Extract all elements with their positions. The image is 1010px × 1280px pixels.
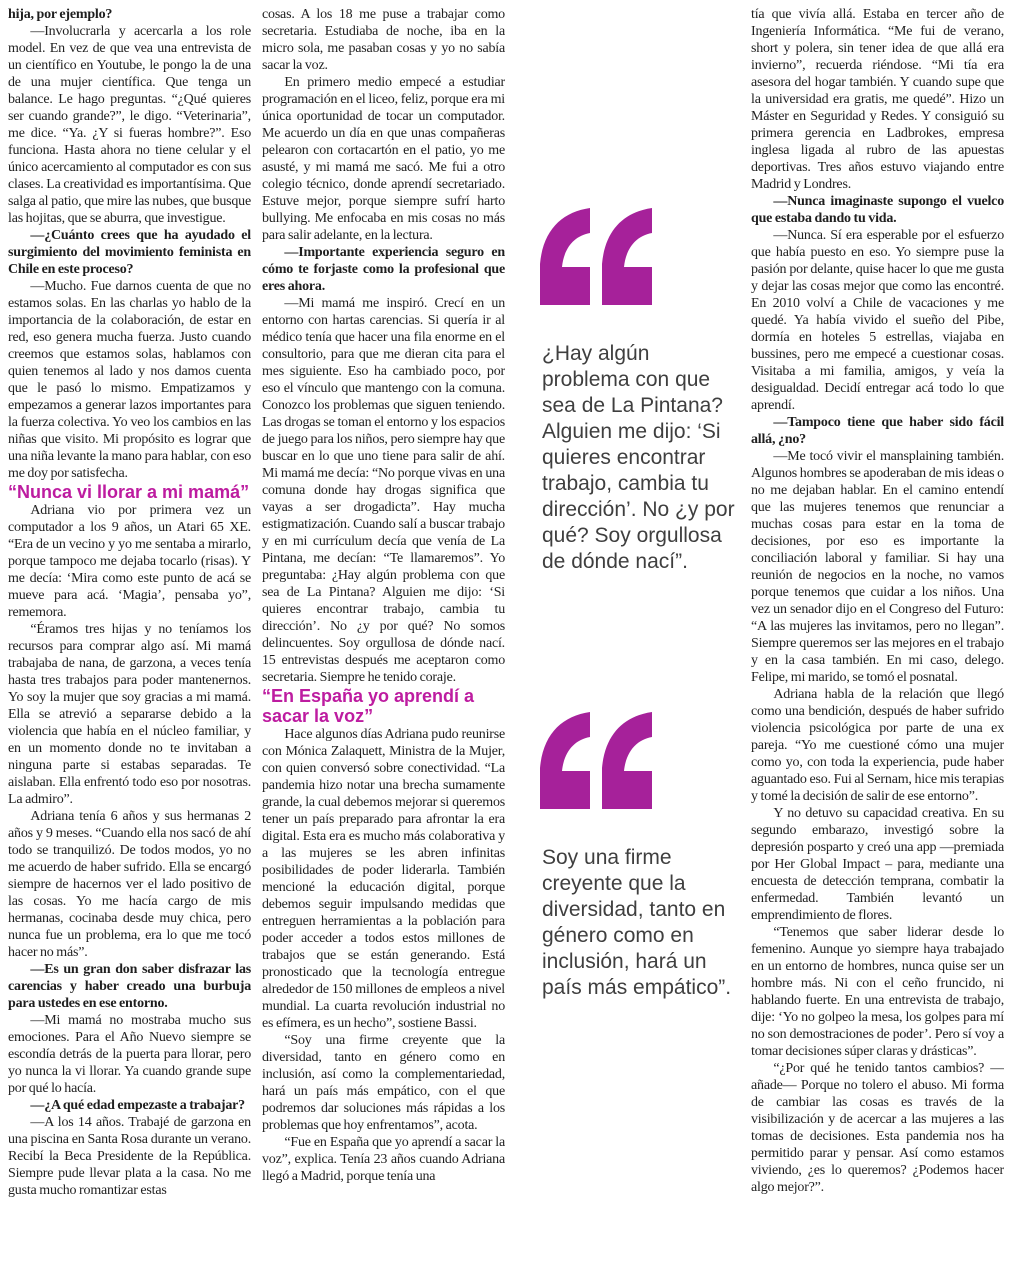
pull-quote-text: Soy una firme creyente que la diversidad, tanto en género como en inclusión, hará un país más empático”. xyxy=(542,846,732,999)
body-paragraph: “Éramos tres hijas y no teníamos los recursos para comprar algo así. Mi mamá trabajaba de nana, de garzona, a veces tenía hasta tres trabajos para poder mantenernos. Yo soy la mujer que soy gracias a mi mamá. Ella se atrevió a separarse debido a la violencia que había en el núcleo familiar, y en un momento donde no te invitaban a ninguna parte si estabas separadas. Te aislaban. Ella enfrentó todo eso por nosotras. La admiro”. xyxy=(8,622,251,807)
section-heading: “Nunca vi llorar a mi mamá” xyxy=(8,482,250,502)
body-paragraph: “¿Por qué he tenido tantos cambios? —añade— Porque no tolero el abuso. Mi forma de cambiar las cosas es través de la visibilización y de acercar a las mujeres a las tomas de decisiones. Esta pandemia nos ha permitido parar y pensar. Así como estamos viviendo, ¿es lo queremos? ¿Podemos hacer algo mejor?”. xyxy=(751,1061,1004,1195)
section-heading: “En España yo aprendí a sacar la voz” xyxy=(262,686,475,726)
continued-paragraph: cosas. A los 18 me puse a trabajar como secretaria. Estudiaba de noche, iba en la micro sola, me pasaban cosas y yo no sabía sacar la voz. xyxy=(262,7,505,73)
body-paragraph: Adriana vio por primera vez un computador a los 9 años, un Atari 65 XE. “Era de un vecino y yo me sentaba a mirarlo, porque tampoco me dejaba tocarlo (risas). Y me decía: ‘Mira como este punto de acá se mueve para acá. ‘Magia’, pensaba yo”, rememora. xyxy=(8,503,251,620)
body-paragraph: —Mi mamá no mostraba mucho sus emociones. Para el Año Nuevo siempre se escondía detrás de la puerta para llorar, pero yo nunca la vi llorar. Ya cuando grande supe por qué lo hacía. xyxy=(8,1013,251,1096)
continued-paragraph: tía que vivía allá. Estaba en tercer año de Ingeniería Informática. “Me fui de verano, short y polera, sin tener idea de que allá era invierno”, recuerda riéndose. “Mi tía era asesora del hogar también. Y cuando supe que la universidad era gratis, me quedé”. Hizo un Máster en Seguridad y Redes. Y consiguió su primera gerencia en Ladbrokes, empresa inglesa ligada al rubro de las apuestas deportivas. Tres años estuvo viajando entre Madrid y Londres. xyxy=(751,7,1004,192)
pull-quote-1 xyxy=(540,208,742,575)
body-paragraph: En primero medio empecé a estudiar programación en el liceo, feliz, porque era mi única oportunidad de tocar un computador. Me acuerdo un día en que unas compañeras pelearon con cortacartón en el patio, yo me asusté, y mi mamá me sacó. Me fui a otro colegio técnico, donde aprendí secretariado. Estuve mejor, porque siempre sufrí harto bullying. Me enfocaba en mis cosas no más para salir adelante, en la lectura. xyxy=(262,75,505,243)
body-paragraph: “Tenemos que saber liderar desde lo femenino. Aunque yo siempre haya trabajado en un entorno de hombres, nunca quise ser un hombre más. Ni con el ceño fruncido, ni hablando fuerte. En una entrevista de trabajo, dije: ‘Yo no golpeo la mesa, los golpes para mí no son demostraciones de poder’. Pero sí voy a tomar decisiones súper claras y drásticas”. xyxy=(751,925,1004,1059)
lead-in-text: hija, por ejemplo? xyxy=(8,7,113,22)
interview-question: —Nunca imaginaste supongo el vuelco que estaba dando tu vida. xyxy=(751,194,1004,226)
body-paragraph: —Mi mamá me inspiró. Crecí en un entorno con hartas carencias. Si quería ir al médico tenía que hacer una fila enorme en el consultorio, para que me dieran cita para el mes siguiente. Eso ha cambiado poco, por eso el vínculo que mantengo con la comuna. Conozco los problemas que siguen teniendo. Las drogas se toman el entorno y los espacios de juego para los niños, pero siempre hay que buscar en lo que uno tiene para salir de ahí. Mi mamá me decía: “No porque vivas en una comuna donde hay drogas significa que vayas a ser drogadicta”. Hay mucha estigmatización. Cuando salí a buscar trabajo y en mi currículum decía que venía de La Pintana, me decían: “Te llamaremos”. Yo preguntaba: ¿Hay algún problema con que sea de La Pintana? Alguien me dijo: ‘Si quieres encontrar trabajo, cambia tu dirección’. No ¿y por qué? No somos delincuentes. Soy orgullosa de dónde nací. 15 entrevistas después me aceptaron como secretaria. Siempre he tenido coraje. xyxy=(262,296,505,685)
interview-question: —¿Cuánto crees que ha ayudado el surgimiento del movimiento feminista en Chile en este proceso? xyxy=(8,228,251,277)
interview-question: —Importante experiencia seguro en cómo te forjaste como la profesional que eres ahora. xyxy=(262,245,505,294)
quote-marks-icon xyxy=(540,208,654,305)
pull-quote-text: ¿Hay algún problema con que sea de La Pintana? Alguien me dijo: ‘Si quieres encontrar trabajo, cambia tu dirección’. No ¿y por qué? Soy orgullosa de dónde nací”. xyxy=(542,342,735,573)
body-paragraph: —Mucho. Fue darnos cuenta de que no estamos solas. En las charlas yo hablo de la importancia de la colaboración, de estar en red, eso genera mucha fuerza. Justo cuando creemos que estamos solas, hablamos con quien tenemos al lado y nos damos cuenta que le pasó lo mismo. Empatizamos y empezamos a generar lazos importantes para la fuerza colectiva. Yo veo los cambios en las niñas que visito. Mi propósito es lograr que una niña levante la mano para hablar, con eso me doy por satisfecha. xyxy=(8,279,251,481)
interview-question: —¿A qué edad empezaste a trabajar? xyxy=(30,1098,245,1113)
body-paragraph: —A los 14 años. Trabajé de garzona en una piscina en Santa Rosa durante un verano. Recibí la Beca Presidente de la República. Siempre pude llevar plata a la casa. No me gusta mucho romantizar estas xyxy=(8,1115,251,1198)
article-column-2 xyxy=(262,6,505,1274)
body-paragraph: “Soy una firme creyente que la diversidad, tanto en género como en inclusión, así como la complementariedad, hará un país más empático, con el que podremos dar soluciones más rápidas a los problemas que hoy enfrentamos”, acota. xyxy=(262,1033,505,1133)
body-paragraph: —Me tocó vivir el mansplaining también. Algunos hombres se apoderaban de mis ideas o no me dejaban hablar. En el camino entendí que las mujeres tenemos que renunciar a muchas cosas para estar en la toma de decisiones, por eso es importante la conciliación laboral y familiar. Si hay una reunión de negocios en la noche, no vamos porque tenemos que cuidar a los niños. Una vez un senador dijo en el Congreso del Futuro: “A las mujeres las invitamos, pero no llegan”. Siempre queremos ser las mejores en el trabajo y en la casa también. En mi caso, delego. Felipe, mi marido, se tomó el posnatal. xyxy=(751,449,1004,685)
body-paragraph: —Involucrarla y acercarla a los role model. En vez de que vea una entrevista de un científico en Youtube, le pongo la de una de una mujer científica. Que tenga un balance. Le hago preguntas. “¿Qué quieres ser cuando grande?”, le digo. “Veterinaria”, me dice. “Ya. ¿Y si fueras hombre?”. Eso funciona. Hasta ahora no tiene celular y el único acercamiento al computador es con sus clases. La creatividad es importantísima. Que salga al patio, que mire las nubes, que busque las hojitas, que se aburra, que investigue. xyxy=(8,24,251,226)
body-paragraph: Adriana habla de la relación que llegó como una bendición, después de haber sufrido violencia psicológica por parte de una ex pareja. “Yo me cuestioné cómo una mujer como yo, con toda la experiencia, pude haber aguantado eso. Fui al Sernam, hice mis terapias y tomé la decisión de salir de ese entorno”. xyxy=(751,687,1004,804)
body-paragraph: —Nunca. Sí era esperable por el esfuerzo que había puesto en eso. Yo siempre puse la pasión por delante, quise hacer lo que me gusta y dejar las cosas mejor que como las encontré. En 2010 volví a Chile de vacaciones y me quedé. Ya había vivido el sueño del Pibe, dormía en hoteles 5 estrellas, viajaba en bussines, pero me empecé a cuestionar cosas. Visitaba a mi familia, amigos, y veía la desigualdad. Decidí entregar acá todo lo que aprendí. xyxy=(751,228,1004,413)
body-paragraph: Hace algunos días Adriana pudo reunirse con Mónica Zalaquett, Ministra de la Mujer, con quien conversó sobre conectividad. “La pandemia hizo notar una brecha sumamente grande, la cual debemos mejorar si queremos tener un país preparado para afrontar la era digital. Esta era es mucho más colaborativa y a las mujeres se les abren infinitas posibilidades de poder liderarla. También mencioné la educación digital, porque debemos seguir impulsando medidas que entreguen herramientas a la población para poder acceder a todos estos millones de trabajos que se están generando. Está pronosticado que la tecnología entregue alrededor de 150 millones de empleos a nivel mundial. La cuarta revolución industrial no es efímera, es un hecho”, sostiene Bassi. xyxy=(262,727,505,1031)
body-paragraph: Adriana tenía 6 años y sus hermanas 2 años y 9 meses. “Cuando ella nos sacó de ahí todo se tranquilizó. De todos modos, yo no me acuerdo de haber sufrido. Ella se encargó siempre de hacernos ver el lado positivo de las cosas. Yo me hacía cargo de mis hermanas, cocinaba desde muy chica, pero nunca fue un problema, era lo que me tocó hacer no más”. xyxy=(8,809,251,960)
interview-question: —Es un gran don saber disfrazar las carencias y haber creado una burbuja para ustedes en ese entorno. xyxy=(8,962,251,1011)
quote-marks-icon xyxy=(540,712,654,809)
article-column-3 xyxy=(751,6,1004,1274)
interview-question: —Tampoco tiene que haber sido fácil allá, ¿no? xyxy=(751,415,1004,447)
pull-quote-2 xyxy=(540,712,742,1001)
article-column-1 xyxy=(8,6,251,1274)
body-paragraph: Y no detuvo su capacidad creativa. En su segundo embarazo, investigó sobre la depresión posparto y creó una app —premiada por Her Global Impact – para, mediante una encuesta de detección temprana, combatir la enfermedad. También levantó un emprendimiento de flores. xyxy=(751,806,1004,923)
body-paragraph: “Fue en España que yo aprendí a sacar la voz”, explica. Tenía 23 años cuando Adriana llegó a Madrid, porque tenía una xyxy=(262,1135,505,1184)
